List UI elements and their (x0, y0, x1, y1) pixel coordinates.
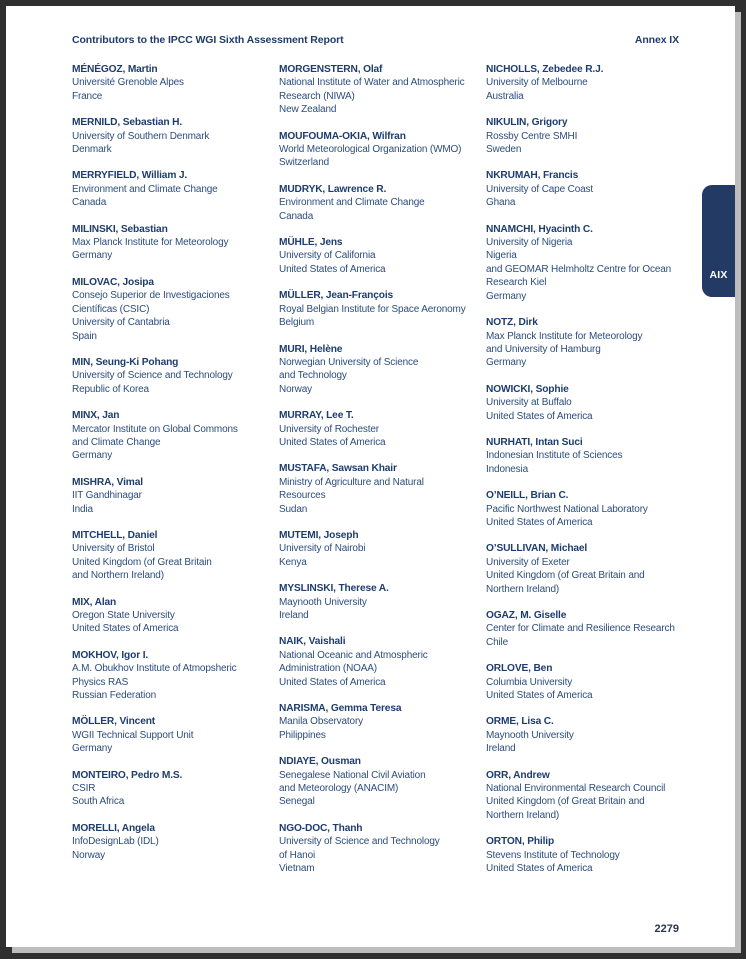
contributor-name: MYSLINSKI, Therese A. (279, 583, 389, 595)
affiliation-line: National Oceanic and Atmospheric (279, 649, 428, 661)
contributor-entry (72, 476, 264, 516)
affiliation-line: United States of America (486, 516, 593, 528)
contributor-entry (72, 649, 264, 703)
affiliation-line: InfoDesignLab (IDL) (72, 836, 159, 848)
header-title: Contributors to the IPCC WGI Sixth Assessment Report (72, 34, 344, 46)
contributor-entry (72, 169, 264, 209)
affiliation-line: University of Science and Technology (72, 370, 233, 382)
contributor-entry (72, 715, 264, 755)
contributor-name: NOWICKI, Sophie (486, 383, 569, 395)
affiliation-line: Columbia University (486, 676, 573, 688)
affiliation-line: Indonesian Institute of Sciences (486, 450, 623, 462)
affiliation-line: United States of America (72, 623, 179, 635)
contributor-name: MISHRA, Vimal (72, 476, 143, 488)
affiliation-line: Sweden (486, 144, 522, 156)
contributor-name: MURI, Helène (279, 343, 343, 355)
contributor-name: NKRUMAH, Francis (486, 170, 579, 182)
contributor-entry (486, 715, 678, 755)
contributor-name: OGAZ, M. Giselle (486, 610, 567, 621)
affiliation-line: Pacific Northwest National Laboratory (486, 503, 648, 515)
contributors-column (486, 63, 678, 889)
contributor-name: ORR, Andrew (486, 769, 550, 781)
contributors-column (279, 63, 471, 889)
contributor-name: MUSTAFA, Sawsan Khair (279, 463, 397, 475)
contributor-entry (279, 462, 471, 516)
contributor-entry (279, 183, 471, 223)
contributor-entry (486, 116, 678, 156)
affiliation-line: United Kingdom (of Great Britain and (486, 796, 645, 808)
contributor-entry (279, 236, 471, 276)
contributor-name: NURHATI, Intan Suci (486, 436, 583, 448)
affiliation-line: Germany (486, 290, 527, 302)
contributor-entry (72, 356, 264, 396)
contributor-entry (486, 223, 678, 303)
affiliation-line: Environment and Climate Change (72, 183, 218, 195)
affiliation-line: Norwegian University of Science (279, 356, 419, 368)
affiliation-line: Switzerland (279, 157, 330, 169)
affiliation-line: Oregon State University (72, 610, 175, 621)
contributor-name: NIKULIN, Grigory (486, 117, 568, 129)
affiliation-line: United States of America (486, 863, 593, 875)
contributor-name: O’SULLIVAN, Michael (486, 543, 588, 555)
contributor-name: ORLOVE, Ben (486, 663, 553, 675)
affiliation-line: IIT Gandhinagar (72, 490, 142, 502)
affiliation-line: Científicas (CSIC) (72, 303, 150, 315)
affiliation-line: India (72, 503, 93, 515)
contributor-name: MURRAY, Lee T. (279, 410, 354, 422)
affiliation-line: Kenya (279, 556, 307, 568)
affiliation-line: United Kingdom (of Great Britain (72, 556, 212, 568)
contributors-columns (72, 63, 678, 889)
affiliation-line: University at Buffalo (486, 397, 572, 409)
affiliation-line: Canada (72, 197, 107, 209)
contributor-name: NDIAYE, Ousman (279, 756, 361, 768)
affiliation-line: Spain (72, 330, 97, 342)
affiliation-line: Indonesia (486, 463, 529, 475)
contributor-name: MILOVAC, Josipa (72, 276, 154, 288)
affiliation-line: Norway (279, 383, 312, 395)
affiliation-line: National Environmental Research Council (486, 783, 666, 795)
affiliation-line: of Hanoi (279, 849, 316, 861)
contributor-name: NAIK, Vaishali (279, 636, 346, 648)
affiliation-line: Germany (72, 743, 113, 755)
page-header (72, 34, 679, 46)
affiliation-line: Center for Climate and Resilience Research (486, 623, 675, 635)
affiliation-line: Administration (NOAA) (279, 663, 377, 675)
contributor-name: MÉNÉGOZ, Martin (72, 64, 158, 75)
contributor-name: NOTZ, Dirk (486, 317, 538, 329)
affiliation-line: Germany (72, 450, 113, 462)
contributor-entry (486, 835, 678, 875)
affiliation-line: University of Cape Coast (486, 183, 594, 195)
contributor-entry (279, 582, 471, 622)
contributor-name: MONTEIRO, Pedro M.S. (72, 769, 183, 781)
affiliation-line: University of Science and Technology (279, 836, 440, 848)
contributor-name: MILINSKI, Sebastian (72, 223, 168, 235)
contributor-entry (486, 383, 678, 423)
contributor-name: MERRYFIELD, William J. (72, 170, 188, 182)
affiliation-line: Philippines (279, 729, 326, 741)
contributor-entry (279, 343, 471, 397)
affiliation-line: Université Grenoble Alpes (72, 77, 184, 89)
contributor-entry (486, 662, 678, 702)
affiliation-line: United States of America (279, 436, 386, 448)
affiliation-line: Nigeria (486, 250, 517, 262)
affiliation-line: Stevens Institute of Technology (486, 849, 620, 861)
contributor-entry (279, 822, 471, 876)
affiliation-line: Sudan (279, 503, 308, 515)
contributor-entry (72, 409, 264, 463)
affiliation-line: University of Melbourne (486, 77, 588, 89)
contributor-entry (486, 542, 678, 596)
affiliation-line: Germany (486, 357, 527, 369)
affiliation-line: and University of Hamburg (486, 343, 601, 355)
contributor-name: MUTEMI, Joseph (279, 529, 359, 541)
affiliation-line: Chile (486, 636, 509, 648)
contributor-entry (486, 169, 678, 209)
affiliation-line: University of Nigeria (486, 237, 573, 249)
contributor-entry (72, 276, 264, 343)
contributor-entry (72, 596, 264, 636)
contributor-entry (486, 489, 678, 529)
contributor-name: NGO-DOC, Thanh (279, 822, 363, 834)
header-annex-label: Annex IX (634, 34, 679, 46)
affiliation-line: Maynooth University (279, 596, 367, 608)
affiliation-line: University of California (279, 250, 376, 262)
affiliation-line: Resources (279, 490, 326, 502)
affiliation-line: South Africa (72, 796, 125, 808)
affiliation-line: World Meteorological Organization (WMO) (279, 144, 462, 156)
affiliation-line: Ministry of Agriculture and Natural (279, 476, 424, 488)
affiliation-line: Belgium (279, 317, 315, 329)
contributor-name: O’NEILL, Brian C. (486, 490, 569, 502)
contributor-name: MINX, Jan (72, 410, 120, 422)
affiliation-line: University of Bristol (72, 543, 155, 555)
affiliation-line: Ireland (486, 743, 516, 755)
affiliation-line: and Climate Change (72, 436, 161, 448)
affiliation-line: University of Cantabria (72, 317, 170, 329)
affiliation-line: WGII Technical Support Unit (72, 729, 194, 741)
contributor-entry (279, 130, 471, 170)
affiliation-line: Australia (486, 90, 524, 102)
affiliation-line: Canada (279, 210, 314, 222)
contributor-name: MÖLLER, Vincent (72, 716, 156, 728)
affiliation-line: Environment and Climate Change (279, 197, 425, 209)
contributor-entry (72, 769, 264, 809)
affiliation-line: University of Exeter (486, 556, 570, 568)
contributor-entry (279, 755, 471, 809)
contributor-entry (279, 702, 471, 742)
affiliation-line: Consejo Superior de Investigaciones (72, 290, 230, 302)
affiliation-line: United States of America (486, 690, 593, 702)
annex-tab-label: AIX (709, 269, 728, 281)
affiliation-line: Rossby Centre SMHI (486, 130, 578, 142)
affiliation-line: Russian Federation (72, 690, 157, 702)
affiliation-line: United Kingdom (of Great Britain and (486, 570, 645, 582)
affiliation-line: University of Southern Denmark (72, 130, 210, 142)
affiliation-line: Senegal (279, 796, 315, 808)
contributor-entry (72, 63, 264, 103)
affiliation-line: New Zealand (279, 104, 337, 116)
contributor-name: MIX, Alan (72, 596, 117, 608)
affiliation-line: Maynooth University (486, 729, 574, 741)
affiliation-line: Northern Ireland) (486, 583, 560, 595)
contributor-entry (72, 822, 264, 862)
affiliation-line: Royal Belgian Institute for Space Aeronomy (279, 303, 466, 315)
affiliation-line: Denmark (72, 144, 112, 156)
contributor-name: ORTON, Philip (486, 836, 555, 848)
affiliation-line: National Institute of Water and Atmospheric (279, 77, 465, 89)
contributor-entry (486, 769, 678, 823)
affiliation-line: Manila Observatory (279, 716, 363, 728)
contributors-column (72, 63, 264, 889)
affiliation-line: and Northern Ireland) (72, 570, 164, 582)
affiliation-line: CSIR (72, 783, 96, 795)
contributor-entry (279, 409, 471, 449)
document-page (6, 6, 735, 947)
affiliation-line: Republic of Korea (72, 383, 149, 395)
affiliation-line: Max Planck Institute for Meteorology (486, 330, 643, 342)
affiliation-line: University of Rochester (279, 423, 379, 435)
affiliation-line: Ireland (279, 610, 309, 621)
affiliation-line: Research (NIWA) (279, 90, 355, 102)
contributor-name: MÜLLER, Jean-François (279, 290, 394, 302)
affiliation-line: Physics RAS (72, 676, 129, 688)
contributor-entry (72, 223, 264, 263)
contributor-entry (279, 635, 471, 689)
annex-side-tab[interactable] (702, 185, 735, 297)
affiliation-line: and Meteorology (ANACIM) (279, 783, 399, 795)
contributor-name: MUDRYK, Lawrence R. (279, 183, 387, 195)
contributor-entry (279, 529, 471, 569)
contributor-name: NICHOLLS, Zebedee R.J. (486, 64, 604, 75)
contributor-name: MORELLI, Angela (72, 822, 155, 834)
affiliation-line: A.M. Obukhov Institute of Atmopsheric (72, 663, 237, 675)
contributor-name: MOUFOUMA-OKIA, Wilfran (279, 130, 406, 142)
contributor-entry (279, 63, 471, 117)
affiliation-line: Max Planck Institute for Meteorology (72, 237, 229, 249)
affiliation-line: Ghana (486, 197, 516, 209)
affiliation-line: Northern Ireland) (486, 809, 560, 821)
affiliation-line: United States of America (279, 676, 386, 688)
affiliation-line: Senegalese National Civil Aviation (279, 769, 426, 781)
contributor-entry (486, 436, 678, 476)
contributor-name: MERNILD, Sebastian H. (72, 117, 183, 129)
contributor-name: NARISMA, Gemma Teresa (279, 703, 402, 715)
affiliation-line: United States of America (486, 410, 593, 422)
contributor-entry (72, 116, 264, 156)
contributor-name: MIN, Seung-Ki Pohang (72, 356, 179, 368)
affiliation-line: Research Kiel (486, 277, 547, 289)
contributor-entry (486, 63, 678, 103)
affiliation-line: Germany (72, 250, 113, 262)
affiliation-line: Mercator Institute on Global Commons (72, 423, 238, 435)
contributor-name: ORME, Lisa C. (486, 716, 554, 728)
contributor-name: MOKHOV, Igor I. (72, 649, 149, 661)
contributor-entry (72, 529, 264, 583)
page-number: 2279 (654, 923, 679, 935)
contributor-entry (486, 609, 678, 649)
affiliation-line: Vietnam (279, 863, 315, 875)
affiliation-line: Norway (72, 849, 105, 861)
affiliation-line: United States of America (279, 263, 386, 275)
contributor-entry (486, 316, 678, 370)
affiliation-line: France (72, 90, 103, 102)
contributor-name: MORGENSTERN, Olaf (279, 64, 383, 75)
affiliation-line: University of Nairobi (279, 543, 366, 555)
contributor-entry (279, 289, 471, 329)
affiliation-line: and GEOMAR Helmholtz Centre for Ocean (486, 263, 672, 275)
contributor-name: MÜHLE, Jens (279, 237, 343, 249)
contributor-name: NNAMCHI, Hyacinth C. (486, 223, 593, 235)
affiliation-line: and Technology (279, 370, 347, 382)
contributor-name: MITCHELL, Daniel (72, 529, 158, 541)
